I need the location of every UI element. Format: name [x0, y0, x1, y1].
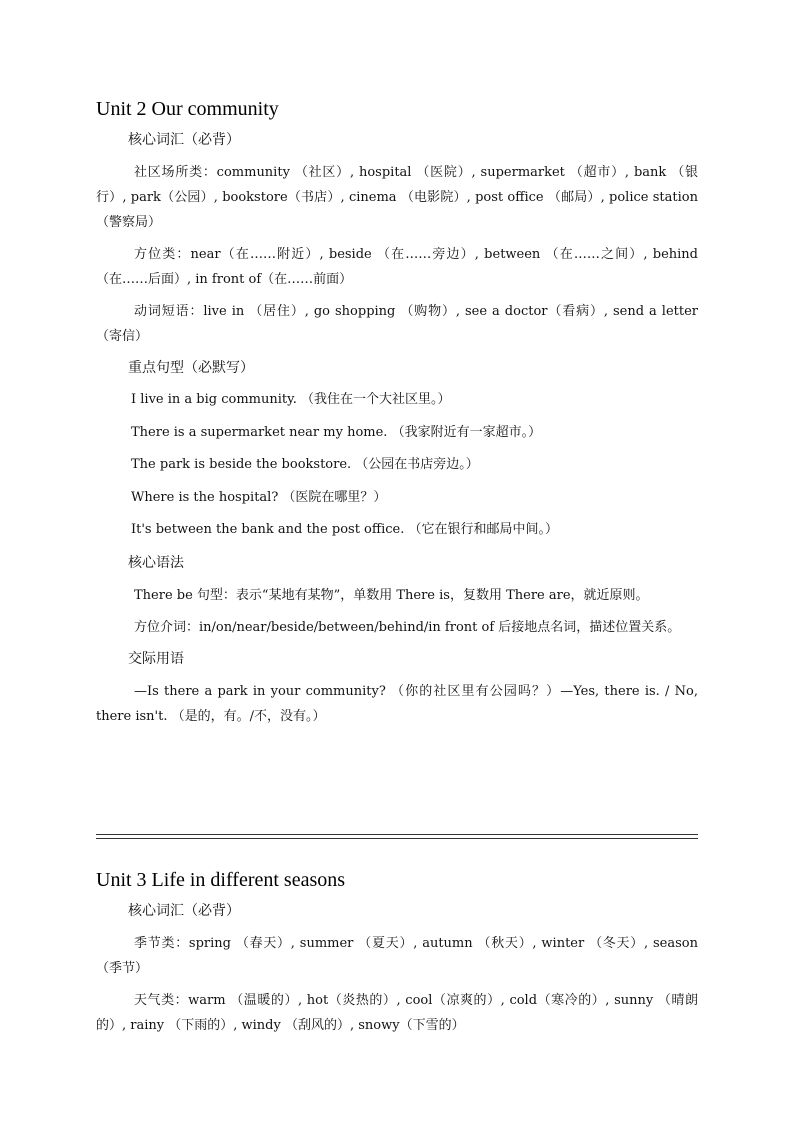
unit-3-title: Unit 3 Life in different seasons [96, 869, 346, 891]
grammar-heading: 核心语法 [128, 554, 184, 571]
unit-2-title: Unit 2 Our community [96, 98, 279, 120]
key-sentence-2: There is a supermarket near my home. （我家附近有一家超市。） [131, 424, 542, 440]
communication-dialogue: —Is there a park in your community? （你的社区里有公园吗？）—Yes, there is. / No, there isn't. （是的，有。/不，没有。） [96, 683, 698, 724]
unit-2-section [96, 94, 698, 820]
vocab-weather-paragraph: 天气类：warm （温暖的）, hot（炎热的）, cool（凉爽的）, cold（寒冷的）, sunny （晴朗的）, rainy （下雨的）, windy （刮风的）, snowy（下雪的） [96, 993, 698, 1033]
key-sentence-3: The park is beside the bookstore. （公园在书店旁边。） [131, 457, 479, 472]
key-sentence-4: Where is the hospital? （医院在哪里？） [131, 489, 387, 505]
unit-2-vocab-heading: 核心词汇（必背） [128, 132, 240, 148]
key-sentences-heading: 重点句型（必默写） [128, 360, 254, 376]
grammar-prepositions-paragraph: 方位介词：in/on/near/beside/between/behind/in front of 后接地点名词，描述位置关系。 [134, 619, 681, 635]
vocab-phrases-paragraph: 动词短语：live in （居住）, go shopping （购物）, see a doctor（看病）, send a letter（寄信） [96, 304, 698, 344]
section-divider [96, 834, 698, 839]
unit-3-vocab-heading: 核心词汇（必背） [128, 903, 240, 919]
unit-3-section [96, 865, 698, 1038]
grammar-there-be-paragraph: There be 句型：表示“某地有某物”，单数用 There is，复数用 There are，就近原则。 [134, 587, 649, 603]
key-sentence-1: I live in a big community. （我住在一个大社区里。） [131, 392, 451, 407]
vocab-places-paragraph: 社区场所类：community （社区）, hospital （医院）, supermarket （超市）, bank （银行）, park（公园）, bookstore（书店）, cinema （电影院）, post office （邮局）, police station （警察局） [96, 165, 698, 230]
document-page [96, 94, 698, 1045]
vocab-seasons-paragraph: 季节类：spring （春天）, summer （夏天）, autumn （秋天）, winter （冬天）, season（季节） [96, 936, 698, 976]
vocab-positions-paragraph: 方位类：near（在……附近）, beside （在……旁边）, between （在……之间）, behind （在……后面）, in front of（在……前面） [96, 247, 698, 287]
communication-heading: 交际用语 [128, 650, 184, 667]
key-sentence-5: It's between the bank and the post office. （它在银行和邮局中间。） [131, 522, 559, 537]
